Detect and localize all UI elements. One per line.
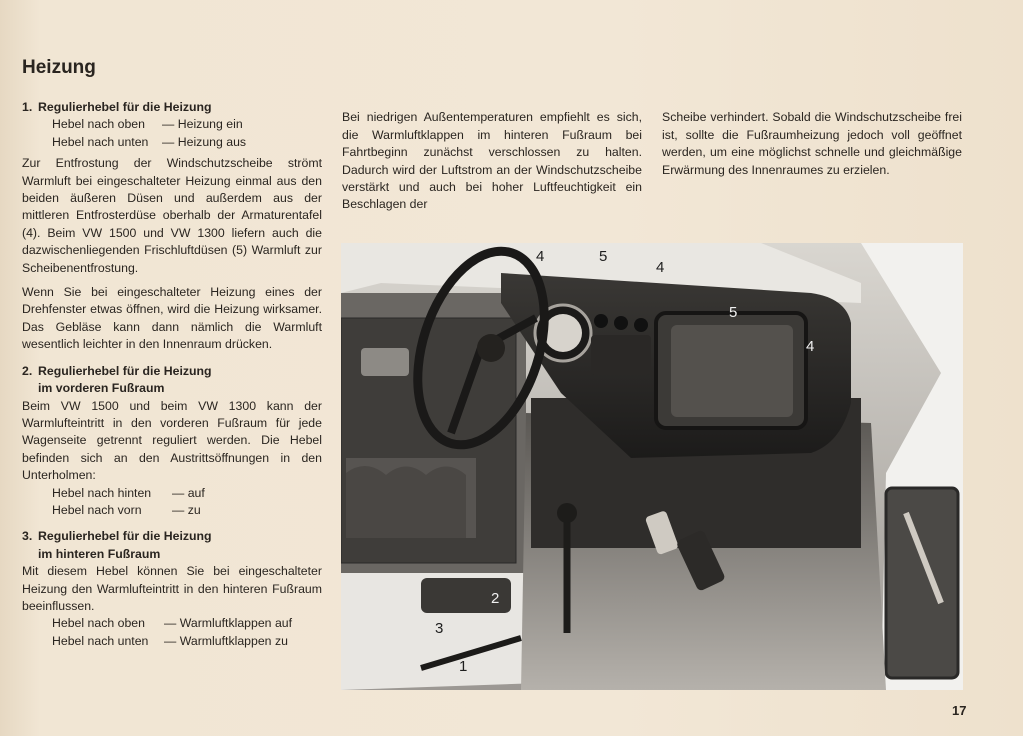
lever-position: Hebel nach oben bbox=[52, 616, 145, 631]
column-1 bbox=[22, 99, 322, 654]
lever-state: Heizung ein bbox=[177, 117, 243, 132]
section-3-heading-line-2: im hinteren Fußraum bbox=[38, 546, 161, 561]
section-1-paragraph-1: Zur Entfrostung der Windschutzscheibe strömt Warmluft bei eingeschalteter Heizung einmal aus den beiden äußeren Düsen und außerdem aus der mittleren Entfrosterdüse oberhalb der Armaturentafel (4). Beim VW 1500 und VW 1300 liefern auch die dazwischenliegenden Frischluftdüsen (5) Warmluft zur Scheibenentfrostung. bbox=[22, 156, 322, 275]
section-2-paragraph: Beim VW 1500 und beim VW 1300 kann der Warmlufteintritt in den vorderen Fußraum für jede Wagenseite getrennt reguliert werden. Die Hebel befinden sich an den Austrittsöffnungen in den Unterholmen: bbox=[22, 398, 322, 483]
dashboard-illustration bbox=[341, 243, 963, 690]
section-3-paragraph: Mit diesem Hebel können Sie bei eingeschalteter Heizung den Warmlufteintritt in den hinteren Fußraum beeinflussen. bbox=[22, 564, 322, 613]
lever-row bbox=[22, 633, 322, 650]
dash: — bbox=[164, 616, 177, 631]
section-2-heading-line-2: im vorderen Fußraum bbox=[38, 381, 165, 396]
section-2-heading-line-1: Regulierhebel für die Heizung bbox=[38, 363, 212, 378]
lever-row bbox=[22, 502, 322, 519]
lever-position: Hebel nach unten bbox=[52, 633, 149, 648]
lever-position: Hebel nach hinten bbox=[52, 485, 152, 500]
callout-5-right: 5 bbox=[729, 304, 738, 321]
section-3-heading-line-1: Regulierhebel für die Heizung bbox=[38, 529, 212, 544]
lever-row bbox=[22, 485, 322, 502]
section-1-heading-text: Regulierhebel für die Heizung bbox=[38, 100, 212, 114]
callout-4-right: 4 bbox=[806, 338, 815, 355]
section-2-number: 2. bbox=[22, 363, 33, 378]
lever-position: Hebel nach unten bbox=[52, 134, 149, 149]
dash: — bbox=[162, 134, 175, 149]
section-2-lever-list bbox=[22, 485, 322, 520]
lever-state: Warmluftklappen auf bbox=[179, 616, 293, 631]
callout-4-top-left: 4 bbox=[536, 248, 545, 265]
column-3-text: Scheibe verhindert. Sobald die Windschutzscheibe frei ist, sollte die Fußraumheizung jedoch voll geöffnet werden, um eine möglichst schnelle und gleichmäßige Erwärmung des Innenraumes zu erzielen. bbox=[662, 110, 962, 177]
section-3-lever-list bbox=[22, 615, 322, 650]
dash: — bbox=[162, 117, 175, 132]
dash: — bbox=[172, 485, 185, 500]
dashboard-photo bbox=[341, 243, 963, 690]
lever-state: Heizung aus bbox=[177, 134, 247, 149]
lever-position: Hebel nach oben bbox=[52, 117, 145, 132]
section-1-number: 1. bbox=[22, 100, 33, 114]
lever-state: zu bbox=[187, 502, 201, 517]
callout-3: 3 bbox=[435, 620, 444, 637]
section-2-heading bbox=[22, 363, 322, 398]
section-3-number: 3. bbox=[22, 529, 33, 544]
callout-1: 1 bbox=[459, 658, 468, 675]
lever-row bbox=[22, 116, 322, 133]
callout-5-top: 5 bbox=[599, 248, 608, 265]
lever-state: auf bbox=[187, 485, 205, 500]
page-number: 17 bbox=[952, 703, 967, 718]
column-2-text: Bei niedrigen Außentemperaturen empfiehlt es sich, die Warmluftklappen im hinteren Fußraum bei Fahrtbeginn zunächst verschlossen zu halten. Dadurch wird der Luftstrom an der Windschutzscheibe verstärkt und auch bei hoher Luftfeuchtigkeit ein Beschlagen der bbox=[342, 110, 642, 212]
section-1-paragraph-2: Wenn Sie bei eingeschalteter Heizung eines der Drehfenster etwas öffnen, wird die Heizung wirksamer. Das Gebläse kann dann nämlich die Warmluft wesentlich leichter in den Innenraum drücken. bbox=[22, 285, 322, 352]
section-3-heading bbox=[22, 528, 322, 563]
lever-row bbox=[22, 615, 322, 632]
lever-state: Warmluftklappen zu bbox=[179, 633, 288, 648]
lever-position: Hebel nach vorn bbox=[52, 502, 142, 517]
callout-2: 2 bbox=[491, 590, 500, 607]
section-1-heading bbox=[22, 99, 322, 116]
lever-row bbox=[22, 134, 322, 151]
callout-4-top-right: 4 bbox=[656, 259, 665, 276]
dash: — bbox=[164, 633, 177, 648]
page-title: Heizung bbox=[22, 57, 96, 78]
dash: — bbox=[172, 502, 185, 517]
section-1-lever-list bbox=[22, 116, 322, 151]
